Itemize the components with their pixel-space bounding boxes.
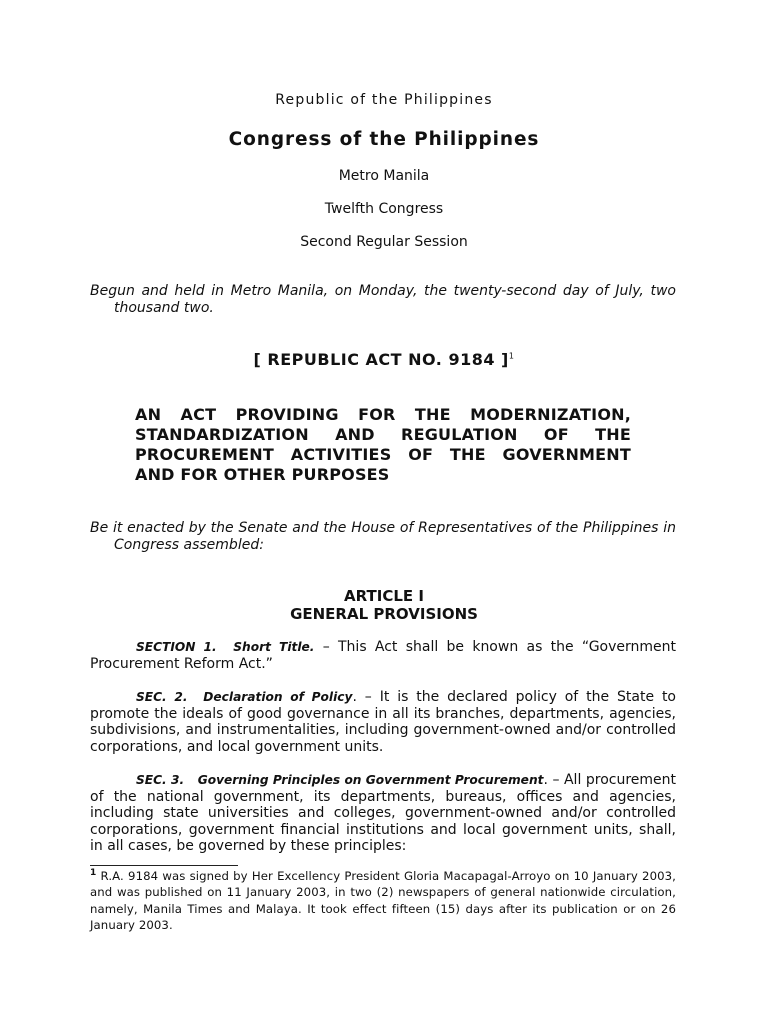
article-heading [0, 587, 768, 623]
section-2 [90, 689, 676, 755]
article-number: ARTICLE I [344, 587, 424, 605]
section-3-dash: . – [543, 772, 564, 788]
section-1-label: SECTION 1. [136, 640, 217, 654]
congress-heading: Congress of the Philippines [228, 129, 540, 150]
congress-number-line: Twelfth Congress [324, 201, 444, 217]
session-line: Second Regular Session [300, 234, 468, 250]
begun-statement: Begun and held in Metro Manila, on Monday, the twenty-second day of July, two thousand two. [90, 283, 676, 316]
section-1-text: This Act shall be known as the “Government Procurement Reform Act.” [90, 639, 676, 672]
section-2-heading: Declaration of Policy [203, 690, 353, 704]
footnote-text: R.A. 9184 was signed by Her Excellency President Gloria Macapagal-Arroyo on 10 January 2003, and was published on 11 January 2003, in two (2) newspapers of general nationwide circulation, namely, Manila Times and Malaya. It took effect fifteen (15) days after its publication or on 26 January 2003. [90, 869, 676, 933]
act-number-text: [ REPUBLIC ACT NO. 9184 ] [253, 350, 509, 369]
footnote-mark: 1 [90, 868, 97, 879]
section-3-heading: Governing Principles on Government Procurement [197, 773, 544, 787]
act-title: AN ACT PROVIDING FOR THE MODERNIZATION, STANDARDIZATION AND REGULATION OF THE PROCUREMENT ACTIVITIES OF THE GOVERNMENT AND FOR OTHER PURPOSES [135, 405, 631, 484]
section-3-text: All procurement of the national government, its departments, bureaus, offices and agencies, including state universities and colleges, government-owned and/or controlled corporations, government financial institutions and local government units, shall, in all cases, be governed by these principles: [90, 772, 677, 855]
section-3-label: SEC. 3. [136, 773, 185, 787]
republic-heading: Republic of the Philippines [275, 92, 493, 108]
enacting-clause: Be it enacted by the Senate and the House of Representatives of the Philippines in Congress assembled: [90, 520, 676, 553]
section-2-label: SEC. 2. [136, 690, 188, 704]
section-2-dash: . – [352, 689, 380, 705]
footnote-separator [90, 865, 238, 866]
location-line: Metro Manila [338, 168, 430, 184]
section-3 [90, 772, 676, 855]
article-title: GENERAL PROVISIONS [290, 605, 478, 623]
republic-act-number [0, 350, 768, 369]
section-1-heading: Short Title. [233, 640, 315, 654]
footnote [90, 868, 676, 934]
footnote-reference: 1 [508, 351, 515, 361]
section-1 [90, 639, 676, 672]
section-1-dash: – [314, 639, 338, 655]
section-2-text: It is the declared policy of the State to promote the ideals of good governance in all its branches, departments, agencies, subdivisions, and instrumentalities, including government-owned and/or controlled corporations, and local government units. [90, 689, 677, 755]
